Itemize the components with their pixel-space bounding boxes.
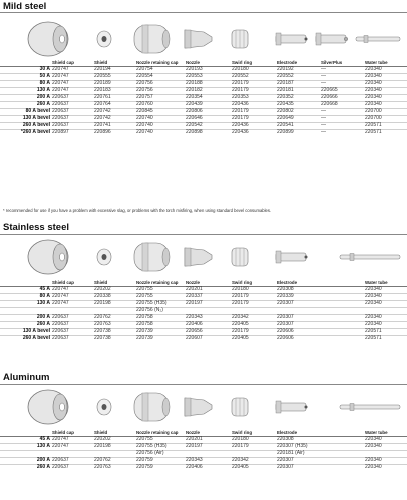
swirl-ring-cell: 220342 (232, 458, 277, 465)
shield-cap-cell: 220747 (52, 81, 94, 88)
shield-icon (97, 249, 111, 265)
shield-cell: 220183 (94, 88, 136, 95)
silverplus-cell (321, 294, 365, 301)
shield-cell: 220198 (94, 444, 136, 451)
retaining-cap-cell: 220740 (136, 123, 186, 130)
swirl-ring-cell: 220353 (232, 95, 277, 102)
electrode-cell: 220899 (277, 130, 321, 137)
electrode-cell: 220352 (277, 95, 321, 102)
silverplus-cell (321, 336, 365, 343)
retaining-cap-cell: 220554 (136, 74, 186, 81)
col-electrode: Electrode (277, 430, 298, 435)
shield-cap-cell: 220637 (52, 315, 94, 322)
electrode-cell: 220606 (277, 329, 321, 336)
col-nozzle: Nozzle (186, 60, 200, 65)
parts-illustration (0, 18, 407, 58)
shield-cap-cell: 220637 (52, 329, 94, 336)
water-tube-cell: 220571 (365, 123, 407, 130)
swirl-ring-cell: 220436 (232, 102, 277, 109)
section-rule (0, 12, 407, 13)
col-swirl-ring: Swirl ring (232, 60, 253, 65)
water-tube-cell: 220340 (365, 437, 407, 444)
swirl-ring-cell: 220436 (232, 123, 277, 130)
section-title: Aluminum (3, 372, 50, 383)
col-swirl-ring: Swirl ring (232, 430, 253, 435)
silverplus-cell: 220666 (321, 95, 365, 102)
section-stainless-steel (0, 222, 407, 362)
col-silverplus: SilverPlus (321, 60, 343, 65)
silverplus-cell: — (321, 130, 365, 137)
shield-cap-cell: 220897 (52, 130, 94, 137)
shield-cell: 220763 (94, 322, 136, 329)
swirl-ring-cell: 220180 (232, 287, 277, 294)
swirl-ring-cell: 220179 (232, 109, 277, 116)
silverplus-cell: — (321, 116, 365, 123)
retaining-cap-cell: 220754 (136, 67, 186, 74)
silverplus-electrode-icon (316, 33, 348, 45)
amperage-cell: 260 A bevel (0, 123, 52, 130)
water-tube-cell: 220700 (365, 116, 407, 123)
shield-cap-cell: 220747 (52, 67, 94, 74)
shield-cap-icon (28, 390, 68, 424)
col-electrode: Electrode (277, 60, 298, 65)
silverplus-cell (321, 451, 365, 458)
amperage-cell: 80 A (0, 81, 52, 88)
electrode-cell: 220187 (277, 81, 321, 88)
electrode-cell: 220307 (277, 458, 321, 465)
swirl-ring-cell: 220405 (232, 465, 277, 472)
water-tube-cell: 220340 (365, 81, 407, 88)
table-row (0, 465, 407, 472)
water-tube-cell: 220340 (365, 294, 407, 301)
nozzle-cell: 220646 (186, 116, 232, 123)
swirl-ring-icon (232, 398, 248, 416)
water-tube-cell: 220340 (365, 315, 407, 322)
swirl-ring-cell: 220405 (232, 336, 277, 343)
shield-cap-cell: 220747 (52, 88, 94, 95)
retaining-cap-cell: 220755 (136, 287, 186, 294)
col-retaining-cap: Nozzle retaining cap (136, 430, 179, 435)
water-tube-cell: 220340 (365, 67, 407, 74)
nozzle-cell: 220656 (186, 329, 232, 336)
electrode-icon (276, 33, 308, 45)
water-tube-cell: 220571 (365, 130, 407, 137)
col-retaining-cap: Nozzle retaining cap (136, 60, 179, 65)
section-aluminum (0, 372, 407, 500)
nozzle-cell: 220607 (186, 336, 232, 343)
part-numbers-table (0, 280, 407, 342)
nozzle-cell: 220343 (186, 315, 232, 322)
nozzle-cell: 220337 (186, 294, 232, 301)
shield-cell: 220764 (94, 102, 136, 109)
table-row (0, 444, 407, 451)
shield-cap-cell: 220747 (52, 294, 94, 301)
silverplus-cell (321, 444, 365, 451)
shield-cap-cell: 220637 (52, 95, 94, 102)
nozzle-retaining-cap-icon (134, 243, 170, 271)
table-body (0, 437, 407, 472)
electrode-cell: 220307 (277, 322, 321, 329)
silverplus-cell (321, 301, 365, 308)
swirl-ring-cell: 220552 (232, 74, 277, 81)
nozzle-cell: 220406 (186, 322, 232, 329)
shield-cap-icon (28, 240, 68, 274)
electrode-cell: 220606 (277, 336, 321, 343)
swirl-ring-cell: 220180 (232, 67, 277, 74)
silverplus-cell (321, 465, 365, 472)
water-tube-cell: 220340 (365, 458, 407, 465)
nozzle-icon (185, 248, 212, 266)
col-shield: Shield (94, 430, 108, 435)
electrode-cell: 220649 (277, 116, 321, 123)
swirl-ring-cell: 220179 (232, 301, 277, 308)
shield-cell: 220338 (94, 294, 136, 301)
nozzle-cell: 220542 (186, 123, 232, 130)
nozzle-retaining-cap-icon (134, 25, 170, 53)
retaining-cap-cell: 220739 (136, 336, 186, 343)
shield-cell: 220896 (94, 130, 136, 137)
shield-cap-cell: 220747 (52, 74, 94, 81)
section-rule (0, 234, 407, 235)
col-electrode: Electrode (277, 280, 298, 285)
col-shield: Shield (94, 280, 108, 285)
amperage-cell: 260 A (0, 465, 52, 472)
electrode-cell: 220339 (277, 294, 321, 301)
shield-cap-cell: 220747 (52, 301, 94, 308)
parts-illustration (0, 236, 407, 276)
amperage-cell: 200 A (0, 95, 52, 102)
electrode-icon (276, 401, 308, 413)
amperage-cell: 260 A (0, 102, 52, 109)
silverplus-cell (321, 329, 365, 336)
retaining-cap-cell: 220756 (N₂) (136, 308, 186, 315)
shield-cap-icon (28, 22, 68, 56)
water-tube-cell: 220340 (365, 301, 407, 308)
amperage-cell: 260 A bevel (0, 336, 52, 343)
silverplus-cell (321, 458, 365, 465)
retaining-cap-cell: 220845 (136, 109, 186, 116)
electrode-cell: 220192 (277, 67, 321, 74)
electrode-cell: 220802 (277, 109, 321, 116)
amperage-cell: 200 A (0, 315, 52, 322)
shield-cell: 220202 (94, 437, 136, 444)
silverplus-cell (321, 315, 365, 322)
water-tube-cell: 220340 (365, 287, 407, 294)
part-numbers-table (0, 430, 407, 471)
nozzle-cell: 220201 (186, 437, 232, 444)
amperage-cell: 130 A bevel (0, 329, 52, 336)
retaining-cap-cell: 220740 (136, 116, 186, 123)
nozzle-cell: 220354 (186, 95, 232, 102)
retaining-cap-cell: 220739 (136, 329, 186, 336)
col-shield-cap: Shield cap (52, 60, 74, 65)
col-retaining-cap: Nozzle retaining cap (136, 280, 179, 285)
silverplus-cell (321, 437, 365, 444)
shield-icon (97, 31, 111, 47)
shield-icon (97, 399, 111, 415)
swirl-ring-icon (232, 30, 248, 48)
retaining-cap-cell: 220758 (136, 322, 186, 329)
nozzle-cell: 220201 (186, 287, 232, 294)
silverplus-cell (321, 322, 365, 329)
col-shield-cap: Shield cap (52, 280, 74, 285)
shield-cell: 220198 (94, 301, 136, 308)
swirl-ring-cell: 220405 (232, 322, 277, 329)
swirl-ring-cell: 220179 (232, 81, 277, 88)
water-tube-cell: 220340 (365, 88, 407, 95)
electrode-cell: 220308 (277, 287, 321, 294)
retaining-cap-cell: 220756 (136, 88, 186, 95)
amperage-cell: 200 A (0, 458, 52, 465)
table-body (0, 287, 407, 343)
nozzle-cell: 220197 (186, 444, 232, 451)
amperage-cell: 45 A (0, 437, 52, 444)
nozzle-cell: 220197 (186, 301, 232, 308)
retaining-cap-cell: 220755 (H35) (136, 301, 186, 308)
amperage-cell: 130 A bevel (0, 116, 52, 123)
silverplus-cell: — (321, 67, 365, 74)
nozzle-cell: 220806 (186, 109, 232, 116)
amperage-cell: *260 A bevel (0, 130, 52, 137)
nozzle-icon (185, 30, 212, 48)
retaining-cap-cell: 220755 (H35) (136, 444, 186, 451)
col-nozzle: Nozzle (186, 430, 200, 435)
nozzle-icon (185, 398, 212, 416)
nozzle-cell: 220343 (186, 458, 232, 465)
water-tube-cell: 220340 (365, 74, 407, 81)
retaining-cap-cell: 220758 (136, 315, 186, 322)
footnote: * recommended for use if you have a problem with excessive slag, or problems with the torch misfiring, when using standard bevel consumables. (3, 208, 272, 213)
swirl-ring-cell: 220342 (232, 315, 277, 322)
amperage-cell: 130 A (0, 88, 52, 95)
section-mild-steel (0, 0, 407, 218)
water-tube-icon (356, 36, 400, 43)
shield-cell: 220194 (94, 67, 136, 74)
shield-cap-cell: 220637 (52, 109, 94, 116)
retaining-cap-cell: 220759 (136, 458, 186, 465)
nozzle-retaining-cap-icon (134, 393, 170, 421)
shield-cell: 220741 (94, 123, 136, 130)
water-tube-cell: 220340 (365, 322, 407, 329)
part-numbers-table (0, 60, 407, 136)
section-rule (0, 384, 407, 385)
electrode-cell: 220181 (Air) (277, 451, 321, 458)
shield-cap-cell: 220637 (52, 322, 94, 329)
parts-illustration (0, 386, 407, 426)
silverplus-cell: 220668 (321, 102, 365, 109)
amperage-cell: 80 A (0, 294, 52, 301)
swirl-ring-icon (232, 248, 248, 266)
section-title: Stainless steel (3, 222, 70, 233)
retaining-cap-cell: 220757 (136, 95, 186, 102)
amperage-cell: 50 A (0, 74, 52, 81)
swirl-ring-cell: 220179 (232, 88, 277, 95)
electrode-cell: 220308 (277, 437, 321, 444)
amperage-cell: 80 A bevel (0, 109, 52, 116)
retaining-cap-cell: 220756 (Air) (136, 451, 186, 458)
shield-cell: 220762 (94, 458, 136, 465)
nozzle-cell: 220439 (186, 102, 232, 109)
shield-cell: 220761 (94, 95, 136, 102)
table-row (0, 336, 407, 343)
shield-cap-cell: 220637 (52, 465, 94, 472)
retaining-cap-cell: 220759 (136, 465, 186, 472)
swirl-ring-cell: 220179 (232, 329, 277, 336)
water-tube-cell: 220340 (365, 102, 407, 109)
electrode-cell: 220541 (277, 123, 321, 130)
water-tube-icon (340, 254, 400, 261)
electrode-cell: 220307 (277, 465, 321, 472)
col-water-tube: Water tube (365, 60, 388, 65)
nozzle-cell: 220193 (186, 67, 232, 74)
retaining-cap-cell: 220755 (136, 294, 186, 301)
shield-cap-cell: 220747 (52, 444, 94, 451)
shield-cell: 220738 (94, 329, 136, 336)
silverplus-cell: 220665 (321, 88, 365, 95)
section-title: Mild steel (3, 1, 47, 12)
shield-cap-cell: 220637 (52, 102, 94, 109)
shield-cell: 220738 (94, 336, 136, 343)
amperage-cell: 30 A (0, 67, 52, 74)
electrode-cell: 220307 (277, 301, 321, 308)
water-tube-icon (340, 404, 400, 411)
swirl-ring-cell: 220179 (232, 444, 277, 451)
amperage-cell: 130 A (0, 444, 52, 451)
nozzle-cell: 220406 (186, 465, 232, 472)
retaining-cap-cell: 220756 (136, 81, 186, 88)
retaining-cap-cell: 220740 (136, 130, 186, 137)
col-shield-cap: Shield cap (52, 430, 74, 435)
col-nozzle: Nozzle (186, 280, 200, 285)
table-body (0, 67, 407, 137)
swirl-ring-cell: 220180 (232, 437, 277, 444)
silverplus-cell: — (321, 123, 365, 130)
shield-cell: 220742 (94, 116, 136, 123)
shield-cap-cell: 220637 (52, 336, 94, 343)
electrode-cell: 220552 (277, 74, 321, 81)
shield-cap-cell: 220747 (52, 437, 94, 444)
water-tube-cell: 220571 (365, 336, 407, 343)
table-row (0, 301, 407, 308)
table-row (0, 130, 407, 137)
col-swirl-ring: Swirl ring (232, 280, 253, 285)
amperage-cell: 45 A (0, 287, 52, 294)
water-tube-cell: 220340 (365, 95, 407, 102)
swirl-ring-cell: 220436 (232, 130, 277, 137)
shield-cell: 220762 (94, 315, 136, 322)
shield-cell: 220189 (94, 81, 136, 88)
col-shield: Shield (94, 60, 108, 65)
shield-cell: 220742 (94, 109, 136, 116)
nozzle-cell: 220188 (186, 81, 232, 88)
electrode-cell: 220181 (277, 88, 321, 95)
shield-cap-cell: 220637 (52, 116, 94, 123)
electrode-cell: 220307 (H35) (277, 444, 321, 451)
col-water-tube: Water tube (365, 430, 388, 435)
electrode-icon (276, 251, 308, 263)
shield-cap-cell: 220637 (52, 123, 94, 130)
shield-cap-cell: 220747 (52, 287, 94, 294)
silverplus-cell: — (321, 74, 365, 81)
electrode-cell: 220435 (277, 102, 321, 109)
nozzle-cell: 220898 (186, 130, 232, 137)
silverplus-cell: — (321, 109, 365, 116)
nozzle-cell: 220182 (186, 88, 232, 95)
shield-cell: 220555 (94, 74, 136, 81)
water-tube-cell: 220340 (365, 444, 407, 451)
water-tube-cell: 220340 (365, 465, 407, 472)
amperage-cell: 260 A (0, 322, 52, 329)
shield-cell: 220763 (94, 465, 136, 472)
swirl-ring-cell: 220179 (232, 116, 277, 123)
water-tube-cell: 220700 (365, 109, 407, 116)
swirl-ring-cell: 220179 (232, 294, 277, 301)
nozzle-cell: 220553 (186, 74, 232, 81)
silverplus-cell (321, 287, 365, 294)
shield-cell: 220202 (94, 287, 136, 294)
shield-cap-cell: 220637 (52, 458, 94, 465)
electrode-cell: 220307 (277, 315, 321, 322)
silverplus-cell (321, 308, 365, 315)
silverplus-cell: — (321, 81, 365, 88)
amperage-cell: 130 A (0, 301, 52, 308)
col-water-tube: Water tube (365, 280, 388, 285)
water-tube-cell: 220571 (365, 329, 407, 336)
retaining-cap-cell: 220760 (136, 102, 186, 109)
retaining-cap-cell: 220755 (136, 437, 186, 444)
